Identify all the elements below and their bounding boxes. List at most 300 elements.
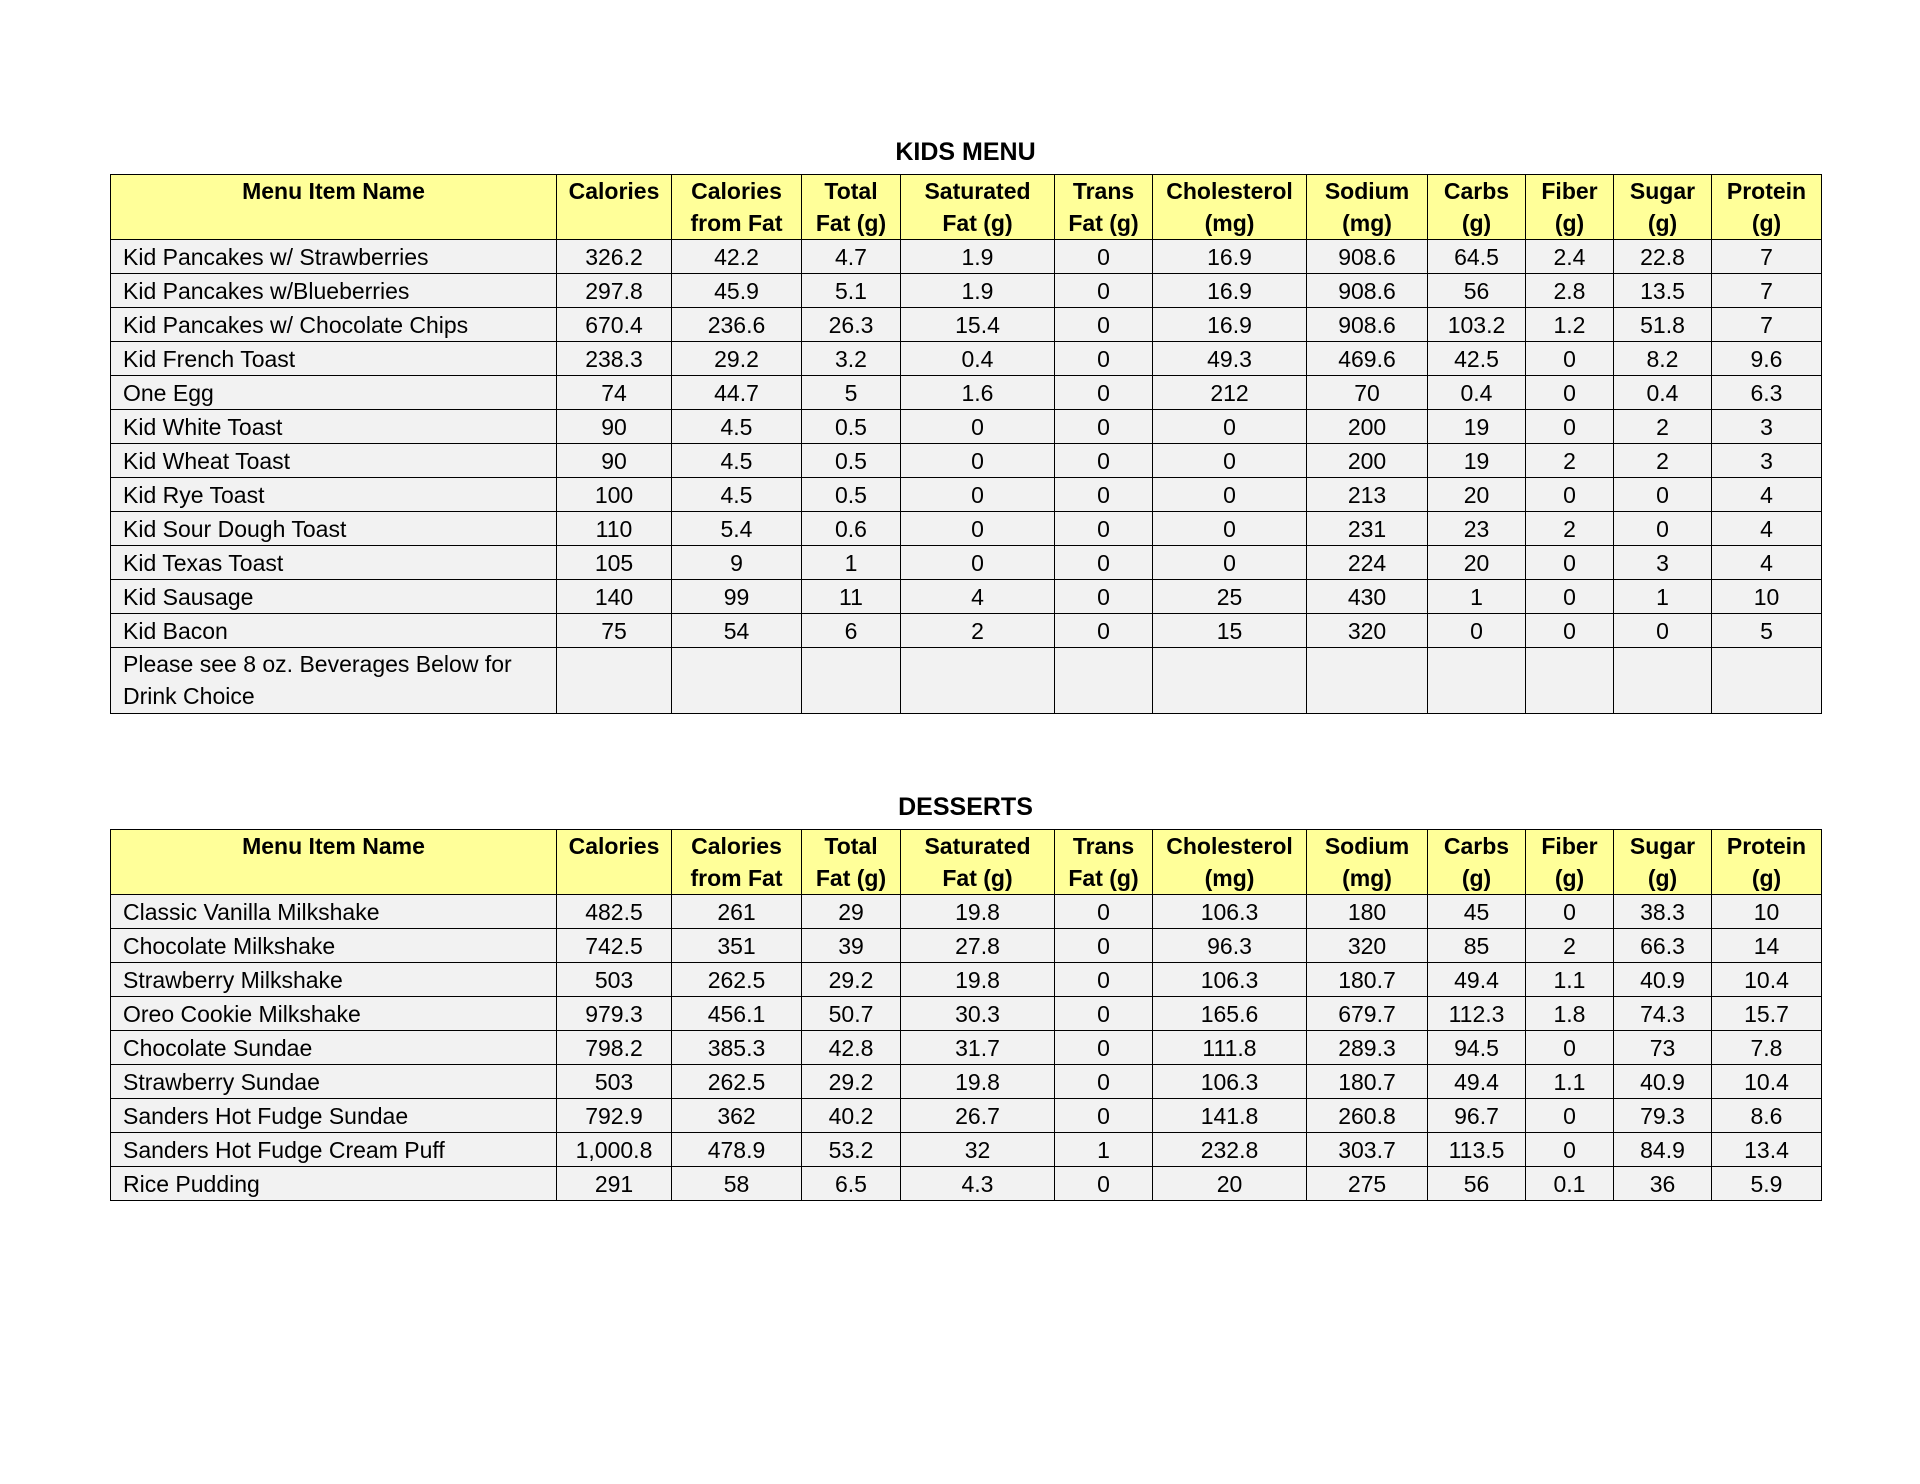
empty-cell — [1153, 648, 1307, 714]
nutrition-value: 798.2 — [557, 1031, 672, 1065]
table-row — [111, 478, 1822, 512]
menu-item-name: Sanders Hot Fudge Sundae — [111, 1099, 557, 1133]
nutrition-value: 44.7 — [672, 376, 802, 410]
menu-item-name: Strawberry Sundae — [111, 1065, 557, 1099]
table-row — [111, 546, 1822, 580]
nutrition-value: 2 — [1614, 444, 1712, 478]
nutrition-value: 30.3 — [901, 997, 1055, 1031]
nutrition-value: 908.6 — [1307, 308, 1428, 342]
nutrition-value: 180 — [1307, 895, 1428, 929]
menu-item-name: Kid Pancakes w/Blueberries — [111, 274, 557, 308]
nutrition-value: 19.8 — [901, 895, 1055, 929]
nutrition-value: 2.8 — [1526, 274, 1614, 308]
column-header — [557, 830, 672, 895]
column-header-line: Protein — [1726, 178, 1807, 204]
table-row — [111, 614, 1822, 648]
nutrition-value: 8.2 — [1614, 342, 1712, 376]
nutrition-value: 213 — [1307, 478, 1428, 512]
nutrition-value: 0 — [1055, 410, 1153, 444]
empty-cell — [672, 648, 802, 714]
table-row — [111, 274, 1822, 308]
column-header — [1428, 175, 1526, 240]
table-row — [111, 444, 1822, 478]
nutrition-value: 908.6 — [1307, 274, 1428, 308]
table-row — [111, 997, 1822, 1031]
menu-item-name: Classic Vanilla Milkshake — [111, 895, 557, 929]
nutrition-value: 503 — [557, 1065, 672, 1099]
nutrition-value: 49.4 — [1428, 963, 1526, 997]
nutrition-value: 4 — [901, 580, 1055, 614]
menu-item-name: Oreo Cookie Milkshake — [111, 997, 557, 1031]
column-header — [1712, 175, 1822, 240]
nutrition-value: 1.9 — [901, 240, 1055, 274]
nutrition-value: 456.1 — [672, 997, 802, 1031]
nutrition-value: 0 — [1055, 342, 1153, 376]
nutrition-value: 224 — [1307, 546, 1428, 580]
table-row — [111, 410, 1822, 444]
empty-cell — [901, 648, 1055, 714]
nutrition-value: 0.5 — [802, 444, 901, 478]
column-header-line: from Fat — [690, 865, 783, 891]
nutrition-value: 2.4 — [1526, 240, 1614, 274]
column-header-line: (mg) — [1204, 865, 1255, 891]
nutrition-value: 0.4 — [901, 342, 1055, 376]
nutrition-value: 19 — [1428, 410, 1526, 444]
nutrition-value: 212 — [1153, 376, 1307, 410]
nutrition-value: 0 — [901, 478, 1055, 512]
table-row — [111, 929, 1822, 963]
nutrition-value: 103.2 — [1428, 308, 1526, 342]
nutrition-value: 10.4 — [1712, 963, 1822, 997]
nutrition-value: 0 — [1055, 274, 1153, 308]
nutrition-value: 38.3 — [1614, 895, 1712, 929]
column-header-line: Calories — [691, 833, 782, 859]
column-header — [1055, 175, 1153, 240]
nutrition-value: 0 — [1055, 240, 1153, 274]
table-row — [111, 376, 1822, 410]
nutrition-value: 0 — [1614, 512, 1712, 546]
nutrition-value: 0 — [1153, 512, 1307, 546]
column-header-line: Fat (g) — [1068, 210, 1139, 236]
nutrition-value: 106.3 — [1153, 963, 1307, 997]
table-row — [111, 1133, 1822, 1167]
column-header — [1428, 830, 1526, 895]
nutrition-value: 66.3 — [1614, 929, 1712, 963]
nutrition-value: 23 — [1428, 512, 1526, 546]
nutrition-value: 73 — [1614, 1031, 1712, 1065]
nutrition-value: 31.7 — [901, 1031, 1055, 1065]
nutrition-value: 0 — [901, 444, 1055, 478]
column-header-line: Calories — [691, 178, 782, 204]
nutrition-value: 13.4 — [1712, 1133, 1822, 1167]
column-header — [111, 175, 557, 240]
kids-menu-title: KIDS MENU — [895, 138, 1036, 166]
nutrition-value: 0.5 — [802, 478, 901, 512]
column-header-line: (g) — [1461, 210, 1492, 236]
nutrition-value: 275 — [1307, 1167, 1428, 1201]
nutrition-value: 20 — [1153, 1167, 1307, 1201]
table-row — [111, 963, 1822, 997]
nutrition-value: 10.4 — [1712, 1065, 1822, 1099]
nutrition-value: 20 — [1428, 546, 1526, 580]
nutrition-value: 8.6 — [1712, 1099, 1822, 1133]
nutrition-value: 297.8 — [557, 274, 672, 308]
nutrition-value: 45 — [1428, 895, 1526, 929]
nutrition-value: 0 — [1526, 1031, 1614, 1065]
nutrition-value: 25 — [1153, 580, 1307, 614]
column-header-line: Fat (g) — [942, 210, 1013, 236]
column-header-line: Saturated — [924, 178, 1031, 204]
nutrition-value: 27.8 — [901, 929, 1055, 963]
nutrition-value: 503 — [557, 963, 672, 997]
nutrition-value: 0 — [1055, 997, 1153, 1031]
menu-item-name: Chocolate Milkshake — [111, 929, 557, 963]
column-header-line: Calories — [568, 833, 660, 859]
column-header-line: Trans — [1072, 833, 1135, 859]
nutrition-value: 40.2 — [802, 1099, 901, 1133]
nutrition-value: 106.3 — [1153, 1065, 1307, 1099]
nutrition-value: 482.5 — [557, 895, 672, 929]
column-header — [1526, 830, 1614, 895]
nutrition-value: 29.2 — [802, 963, 901, 997]
nutrition-value: 0.1 — [1526, 1167, 1614, 1201]
nutrition-value: 236.6 — [672, 308, 802, 342]
nutrition-value: 15.7 — [1712, 997, 1822, 1031]
menu-item-name: Kid Pancakes w/ Strawberries — [111, 240, 557, 274]
nutrition-value: 7 — [1712, 308, 1822, 342]
nutrition-value: 105 — [557, 546, 672, 580]
nutrition-value: 111.8 — [1153, 1031, 1307, 1065]
column-header-line: Saturated — [924, 833, 1031, 859]
nutrition-value: 3.2 — [802, 342, 901, 376]
nutrition-value: 1 — [802, 546, 901, 580]
column-header-line: (mg) — [1342, 865, 1392, 891]
nutrition-value: 45.9 — [672, 274, 802, 308]
nutrition-value: 0 — [1153, 410, 1307, 444]
nutrition-value: 32 — [901, 1133, 1055, 1167]
nutrition-value: 20 — [1428, 478, 1526, 512]
column-header-line: Menu Item Name — [242, 833, 425, 859]
desserts-header — [111, 830, 1822, 895]
column-header-line: Sugar — [1629, 833, 1696, 859]
nutrition-value: 260.8 — [1307, 1099, 1428, 1133]
column-header-line: Fat (g) — [1068, 865, 1139, 891]
nutrition-value: 200 — [1307, 410, 1428, 444]
nutrition-value: 4.5 — [672, 444, 802, 478]
nutrition-value: 0 — [1055, 546, 1153, 580]
nutrition-value: 29.2 — [802, 1065, 901, 1099]
nutrition-value: 110 — [557, 512, 672, 546]
nutrition-value: 84.9 — [1614, 1133, 1712, 1167]
nutrition-value: 5 — [802, 376, 901, 410]
nutrition-value: 0 — [1526, 895, 1614, 929]
column-header-line: Menu Item Name — [242, 178, 425, 204]
nutrition-value: 0 — [1526, 546, 1614, 580]
nutrition-value: 141.8 — [1153, 1099, 1307, 1133]
nutrition-value: 0 — [1526, 1099, 1614, 1133]
nutrition-value: 0.4 — [1614, 376, 1712, 410]
column-header-line: (g) — [1647, 865, 1678, 891]
nutrition-value: 0 — [1526, 1133, 1614, 1167]
menu-item-name: Kid Wheat Toast — [111, 444, 557, 478]
kids-menu-body — [111, 240, 1822, 714]
nutrition-value: 0 — [1153, 444, 1307, 478]
nutrition-value: 9 — [672, 546, 802, 580]
column-header — [672, 830, 802, 895]
nutrition-value: 478.9 — [672, 1133, 802, 1167]
nutrition-value: 0 — [1526, 614, 1614, 648]
nutrition-value: 0 — [1055, 1167, 1153, 1201]
nutrition-value: 85 — [1428, 929, 1526, 963]
column-header-line: Sodium — [1324, 833, 1410, 859]
nutrition-value: 22.8 — [1614, 240, 1712, 274]
nutrition-value: 56 — [1428, 274, 1526, 308]
menu-item-name: Kid Sour Dough Toast — [111, 512, 557, 546]
nutrition-value: 26.7 — [901, 1099, 1055, 1133]
nutrition-value: 79.3 — [1614, 1099, 1712, 1133]
nutrition-value: 742.5 — [557, 929, 672, 963]
column-header-line: Total — [824, 833, 878, 859]
column-header — [1712, 830, 1822, 895]
nutrition-value: 0.5 — [802, 410, 901, 444]
column-header — [802, 175, 901, 240]
nutrition-value: 112.3 — [1428, 997, 1526, 1031]
empty-cell — [1428, 648, 1526, 714]
column-header — [1614, 175, 1712, 240]
column-header — [1153, 175, 1307, 240]
nutrition-value: 56 — [1428, 1167, 1526, 1201]
menu-item-name: Kid Bacon — [111, 614, 557, 648]
nutrition-value: 0 — [901, 512, 1055, 546]
nutrition-value: 0 — [1055, 1065, 1153, 1099]
kids-menu-section — [110, 132, 1821, 714]
column-header-line: Fiber — [1541, 178, 1598, 204]
table-row — [111, 1065, 1822, 1099]
nutrition-value: 326.2 — [557, 240, 672, 274]
nutrition-value: 0 — [1055, 308, 1153, 342]
table-row — [111, 342, 1822, 376]
nutrition-value: 1.1 — [1526, 963, 1614, 997]
nutrition-value: 10 — [1712, 580, 1822, 614]
menu-item-name: Rice Pudding — [111, 1167, 557, 1201]
column-header-line: (g) — [1751, 210, 1782, 236]
nutrition-value: 16.9 — [1153, 308, 1307, 342]
nutrition-value: 51.8 — [1614, 308, 1712, 342]
nutrition-value: 0 — [1526, 376, 1614, 410]
nutrition-value: 7 — [1712, 274, 1822, 308]
nutrition-value: 96.7 — [1428, 1099, 1526, 1133]
nutrition-value: 14 — [1712, 929, 1822, 963]
nutrition-value: 42.8 — [802, 1031, 901, 1065]
column-header-line: Sodium — [1324, 178, 1410, 204]
nutrition-value: 11 — [802, 580, 901, 614]
nutrition-value: 2 — [1526, 929, 1614, 963]
nutrition-value: 4 — [1712, 512, 1822, 546]
nutrition-value: 0 — [1614, 478, 1712, 512]
nutrition-value: 100 — [557, 478, 672, 512]
nutrition-value: 4.5 — [672, 478, 802, 512]
empty-cell — [1307, 648, 1428, 714]
table-row — [111, 240, 1822, 274]
table-row — [111, 308, 1822, 342]
column-header — [672, 175, 802, 240]
nutrition-value: 0 — [1055, 895, 1153, 929]
column-header-line: Fiber — [1541, 833, 1598, 859]
column-header-line: (g) — [1554, 865, 1585, 891]
nutrition-value: 0.4 — [1428, 376, 1526, 410]
nutrition-value: 54 — [672, 614, 802, 648]
nutrition-value: 430 — [1307, 580, 1428, 614]
column-header-line: (g) — [1554, 210, 1585, 236]
nutrition-value: 15.4 — [901, 308, 1055, 342]
empty-cell — [1614, 648, 1712, 714]
empty-cell — [1055, 648, 1153, 714]
nutrition-value: 36 — [1614, 1167, 1712, 1201]
nutrition-value: 231 — [1307, 512, 1428, 546]
nutrition-value: 50.7 — [802, 997, 901, 1031]
table-row — [111, 1167, 1822, 1201]
nutrition-value: 238.3 — [557, 342, 672, 376]
nutrition-value: 1 — [1428, 580, 1526, 614]
nutrition-value: 291 — [557, 1167, 672, 1201]
nutrition-value: 1.1 — [1526, 1065, 1614, 1099]
nutrition-value: 4.3 — [901, 1167, 1055, 1201]
desserts-section — [110, 787, 1821, 1201]
nutrition-value: 9.6 — [1712, 342, 1822, 376]
column-header-line: Protein — [1726, 833, 1807, 859]
nutrition-value: 320 — [1307, 614, 1428, 648]
nutrition-value: 6 — [802, 614, 901, 648]
nutrition-value: 1 — [1055, 1133, 1153, 1167]
nutrition-value: 303.7 — [1307, 1133, 1428, 1167]
nutrition-value: 1,000.8 — [557, 1133, 672, 1167]
kids-menu-table — [110, 174, 1822, 714]
nutrition-value: 2 — [1526, 512, 1614, 546]
nutrition-value: 0 — [1153, 478, 1307, 512]
nutrition-value: 0 — [1055, 1031, 1153, 1065]
nutrition-value: 42.2 — [672, 240, 802, 274]
nutrition-value: 5 — [1712, 614, 1822, 648]
nutrition-value: 362 — [672, 1099, 802, 1133]
column-header — [901, 830, 1055, 895]
menu-item-name: Kid Texas Toast — [111, 546, 557, 580]
menu-item-name: Kid Sausage — [111, 580, 557, 614]
column-header — [1153, 830, 1307, 895]
nutrition-value: 0 — [1055, 929, 1153, 963]
nutrition-value: 0 — [1055, 478, 1153, 512]
nutrition-value: 1.6 — [901, 376, 1055, 410]
nutrition-value: 0 — [901, 410, 1055, 444]
nutrition-value: 7.8 — [1712, 1031, 1822, 1065]
column-header — [1055, 830, 1153, 895]
nutrition-value: 113.5 — [1428, 1133, 1526, 1167]
nutrition-value: 180.7 — [1307, 963, 1428, 997]
menu-item-name: Kid Rye Toast — [111, 478, 557, 512]
nutrition-value: 3 — [1614, 546, 1712, 580]
nutrition-value: 1.2 — [1526, 308, 1614, 342]
nutrition-value: 90 — [557, 444, 672, 478]
nutrition-value: 0 — [1055, 963, 1153, 997]
table-row — [111, 580, 1822, 614]
nutrition-value: 5.4 — [672, 512, 802, 546]
nutrition-value: 29.2 — [672, 342, 802, 376]
table-row — [111, 895, 1822, 929]
nutrition-value: 0 — [1055, 512, 1153, 546]
table-row — [111, 512, 1822, 546]
column-header-line: (g) — [1647, 210, 1678, 236]
nutrition-value: 4 — [1712, 546, 1822, 580]
nutrition-value: 6.5 — [802, 1167, 901, 1201]
column-header — [1614, 830, 1712, 895]
nutrition-value: 6.3 — [1712, 376, 1822, 410]
nutrition-value: 232.8 — [1153, 1133, 1307, 1167]
nutrition-value: 0 — [1428, 614, 1526, 648]
nutrition-value: 26.3 — [802, 308, 901, 342]
nutrition-value: 5.1 — [802, 274, 901, 308]
nutrition-value: 13.5 — [1614, 274, 1712, 308]
column-header-line: (g) — [1751, 865, 1782, 891]
nutrition-value: 42.5 — [1428, 342, 1526, 376]
menu-item-name: Strawberry Milkshake — [111, 963, 557, 997]
nutrition-value: 0 — [1526, 342, 1614, 376]
menu-item-name: Kid White Toast — [111, 410, 557, 444]
column-header-line: Trans — [1072, 178, 1135, 204]
nutrition-value: 0.6 — [802, 512, 901, 546]
column-header — [111, 830, 557, 895]
menu-item-name: One Egg — [111, 376, 557, 410]
nutrition-value: 0 — [1526, 580, 1614, 614]
nutrition-value: 469.6 — [1307, 342, 1428, 376]
nutrition-value: 0 — [1055, 1099, 1153, 1133]
desserts-table — [110, 829, 1822, 1201]
menu-item-name: Kid Pancakes w/ Chocolate Chips — [111, 308, 557, 342]
nutrition-value: 16.9 — [1153, 274, 1307, 308]
column-header — [1526, 175, 1614, 240]
nutrition-value: 979.3 — [557, 997, 672, 1031]
column-header — [557, 175, 672, 240]
nutrition-value: 0 — [1153, 546, 1307, 580]
table-row — [111, 1099, 1822, 1133]
column-header-line: Cholesterol — [1166, 178, 1293, 204]
column-header-line: Fat (g) — [815, 865, 887, 891]
kids-menu-header — [111, 175, 1822, 240]
nutrition-value: 40.9 — [1614, 963, 1712, 997]
nutrition-value: 3 — [1712, 444, 1822, 478]
nutrition-value: 2 — [1526, 444, 1614, 478]
nutrition-value: 19.8 — [901, 963, 1055, 997]
nutrition-value: 39 — [802, 929, 901, 963]
nutrition-value: 679.7 — [1307, 997, 1428, 1031]
column-header-line: Cholesterol — [1166, 833, 1293, 859]
table-row — [111, 1031, 1822, 1065]
nutrition-value: 1.9 — [901, 274, 1055, 308]
nutrition-value: 1.8 — [1526, 997, 1614, 1031]
nutrition-value: 58 — [672, 1167, 802, 1201]
nutrition-value: 4.5 — [672, 410, 802, 444]
nutrition-value: 261 — [672, 895, 802, 929]
nutrition-value: 64.5 — [1428, 240, 1526, 274]
column-header-line: Fat (g) — [942, 865, 1013, 891]
nutrition-value: 106.3 — [1153, 895, 1307, 929]
nutrition-value: 10 — [1712, 895, 1822, 929]
menu-item-name: Sanders Hot Fudge Cream Puff — [111, 1133, 557, 1167]
nutrition-value: 670.4 — [557, 308, 672, 342]
nutrition-value: 1 — [1614, 580, 1712, 614]
nutrition-value: 16.9 — [1153, 240, 1307, 274]
beverage-note: Please see 8 oz. Beverages Below for Drink Choice — [111, 648, 557, 714]
beverage-note-row — [111, 648, 1822, 714]
nutrition-value: 90 — [557, 410, 672, 444]
